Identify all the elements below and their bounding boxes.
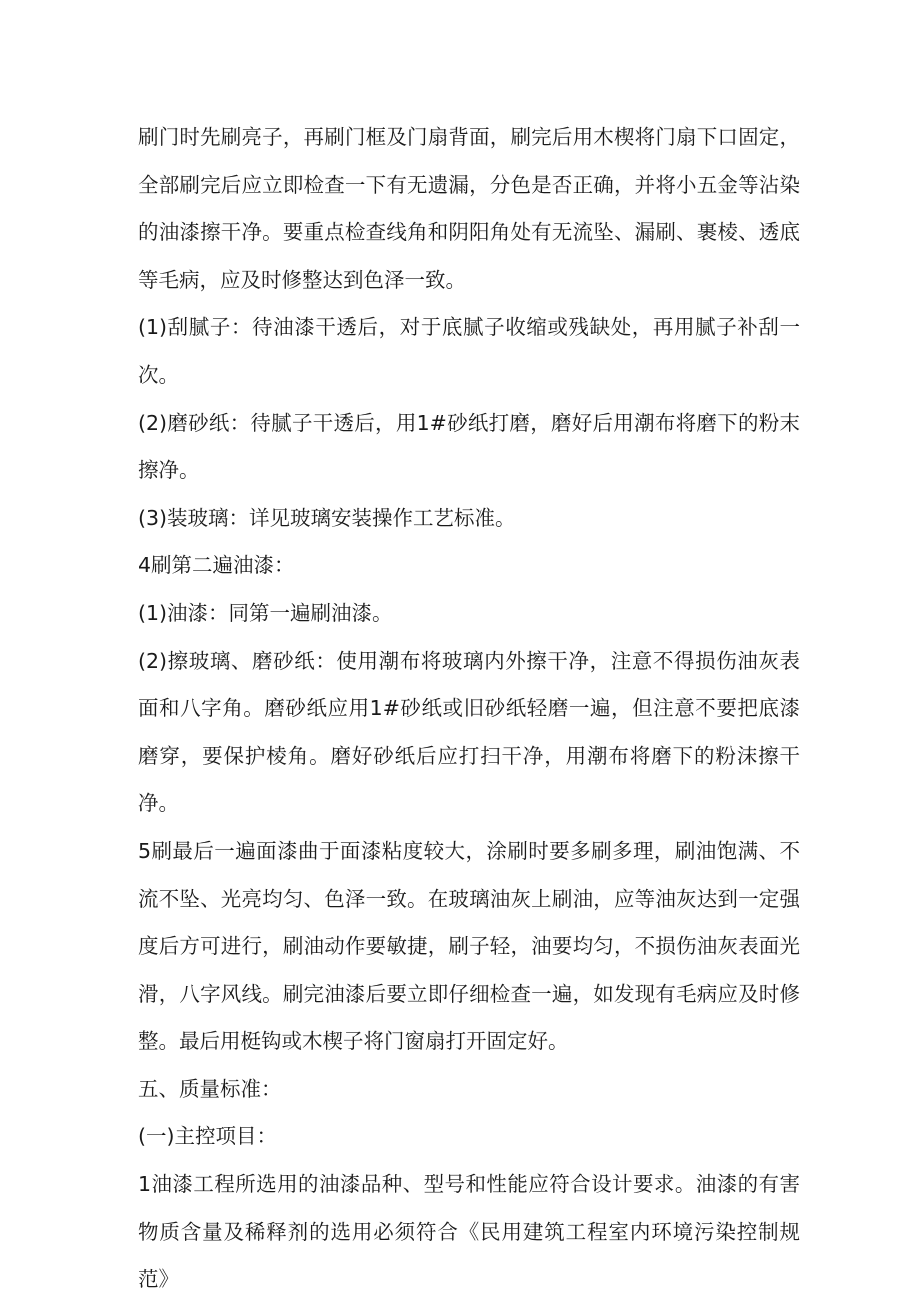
heading-main-control-items: (一)主控项目： <box>138 1124 277 1149</box>
heading-quality-standards: 五、质量标准： <box>138 1076 282 1101</box>
paragraph-second-coat-paint: (1)油漆：同第一遍刷油漆。 <box>138 600 393 625</box>
document-body <box>138 114 800 1304</box>
paragraph-glass-installation: (3)装玻璃：详见玻璃安装操作工艺标准。 <box>138 505 516 530</box>
heading-second-coat: 4刷第二遍油漆： <box>138 553 295 578</box>
paragraph-brushing-doors: 刷门时先刷亮子，再刷门框及门扇背面，刷完后用木楔将门扇下口固定，全部刷完后应立即检查一下有无遗漏，分色是否正确，并将小五金等沾染的油漆擦干净。要重点检查线角和阴阳角处有无流坠、漏刷、裹棱、透底等毛病，应及时修整达到色泽一致。 <box>138 125 800 292</box>
paragraph-paint-requirements: 1油漆工程所选用的油漆品种、型号和性能应符合设计要求。油漆的有害物质含量及稀释剂的选用必须符合《民用建筑工程室内环境污染控制规范》 <box>138 1172 800 1292</box>
paragraph-putty-scraping: (1)刮腻子：待油漆干透后，对于底腻子收缩或残缺处，再用腻子补刮一次。 <box>138 315 800 387</box>
paragraph-wipe-glass-sanding: (2)擦玻璃、磨砂纸：使用潮布将玻璃内外擦干净，注意不得损伤油灰表面和八字角。磨砂纸应用1#砂纸或旧砂纸轻磨一遍，但注意不要把底漆磨穿，要保护棱角。磨好砂纸后应打扫干净，用潮布将磨下的粉沫擦干净。 <box>138 648 800 816</box>
paragraph-sanding: (2)磨砂纸：待腻子干透后，用1#砂纸打磨，磨好后用潮布将磨下的粉末擦净。 <box>138 410 800 483</box>
paragraph-final-topcoat: 5刷最后一遍面漆曲于面漆粘度较大，涂刷时要多刷多理，刷油饱满、不流不坠、光亮均匀、色泽一致。在玻璃油灰上刷油，应等油灰达到一定强度后方可进行，刷油动作要敏捷，刷子轻，油要均匀，不损伤油灰表面光滑，八字风线。刷完油漆后要立即仔细检查一遍，如发现有毛病应及时修整。最后用梃钩或木楔子将门窗扇打开固定好。 <box>138 838 800 1054</box>
